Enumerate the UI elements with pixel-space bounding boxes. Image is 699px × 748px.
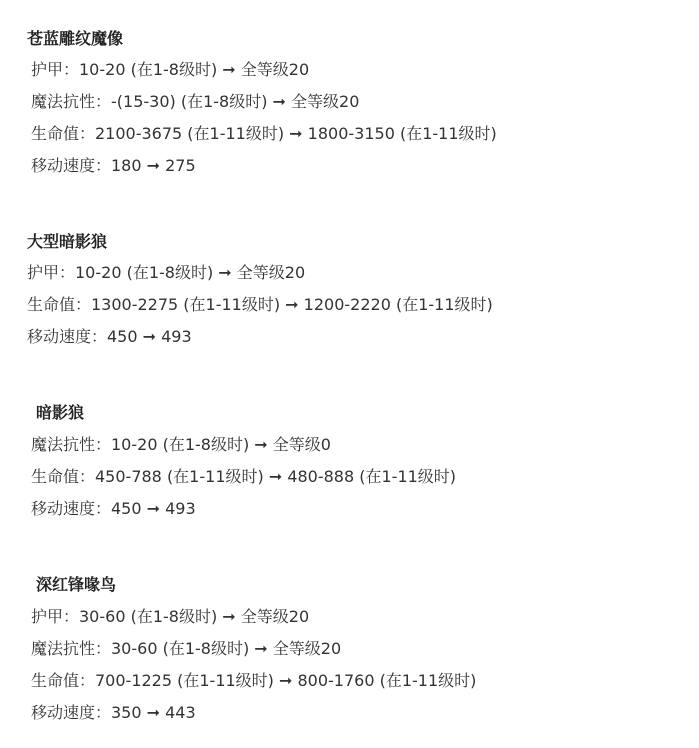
stat-health: 生命值：1300-2275 (在1-11级时) ➞ 1200-2220 (在1-11级时) <box>27 295 493 314</box>
section-title-murk-wolf: 暗影狼 <box>36 403 85 422</box>
section-title-crimson-raptor: 深红锋喙鸟 <box>36 575 117 594</box>
stat-move-speed: 移动速度：350 ➞ 443 <box>31 703 196 722</box>
stat-magic-resist: 魔法抗性：30-60 (在1-8级时) ➞ 全等级20 <box>31 639 342 658</box>
stat-magic-resist: 魔法抗性：-(15-30) (在1-8级时) ➞ 全等级20 <box>31 92 360 111</box>
stat-armor: 护甲：10-20 (在1-8级时) ➞ 全等级20 <box>31 60 310 79</box>
section-title-blue-sentinel: 苍蓝雕纹魔像 <box>27 29 124 48</box>
stat-health: 生命值：700-1225 (在1-11级时) ➞ 800-1760 (在1-11级时) <box>31 671 477 690</box>
stat-magic-resist: 魔法抗性：10-20 (在1-8级时) ➞ 全等级0 <box>31 435 331 454</box>
stat-armor: 护甲：10-20 (在1-8级时) ➞ 全等级20 <box>27 263 306 282</box>
stat-move-speed: 移动速度：450 ➞ 493 <box>27 327 192 346</box>
stat-move-speed: 移动速度：180 ➞ 275 <box>31 156 196 175</box>
section-title-greater-murk-wolf: 大型暗影狼 <box>27 232 108 251</box>
stat-health: 生命值：2100-3675 (在1-11级时) ➞ 1800-3150 (在1-11级时) <box>31 124 497 143</box>
stat-move-speed: 移动速度：450 ➞ 493 <box>31 499 196 518</box>
stat-health: 生命值：450-788 (在1-11级时) ➞ 480-888 (在1-11级时) <box>31 467 457 486</box>
stat-armor: 护甲：30-60 (在1-8级时) ➞ 全等级20 <box>31 607 310 626</box>
